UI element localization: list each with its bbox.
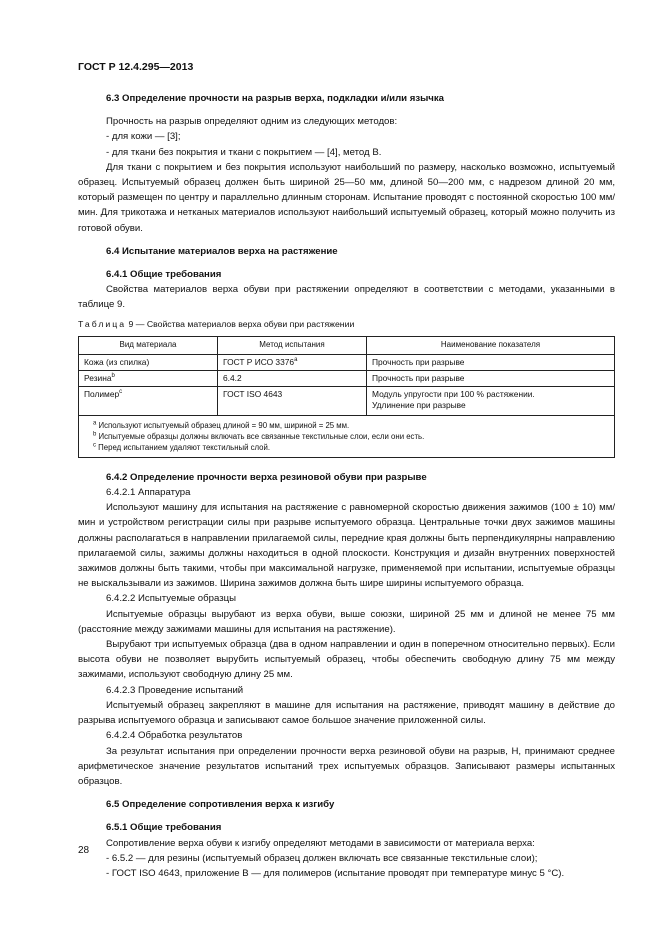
paragraph: Свойства материалов верха обуви при растяжении определяют в соответствии с методами, указанными в таблице 9. (78, 284, 615, 311)
clause-heading: 6.4.2.2 Испытуемые образцы (106, 593, 236, 605)
paragraph: Для ткани с покрытием и без покрытия используют наибольший по размеру, насколько возможно, испытуемый образец. Испытуемый образец должен быть шириной 25—50 мм, длиной 50—200 мм, с надрезом длиной 20 мм, который размещен по центру и параллельно длинным сторонам. Испытание проводят с постоянной скоростью 100 мм/мин. Для трикотажа и нетканых материалов используют наибольший испытуемый образец, который можно получить из готовой обуви. (78, 161, 615, 234)
subsection-heading-6-5-1: 6.5.1 Общие требования (106, 822, 222, 834)
list-item: - для ткани без покрытия и ткани с покрытием — [4], метод В. (106, 146, 382, 158)
table-cell: Модуль упругости при 100 % растяжении. Удлинение при разрыве (367, 386, 615, 415)
clause-heading: 6.4.2.3 Проведение испытаний (106, 684, 244, 696)
document-header: ГОСТ Р 12.4.295—2013 (78, 61, 194, 73)
table-cell: Полимер$^c$ (79, 386, 218, 415)
paragraph: Вырубают три испытуемых образца (два в одном направлении и один в поперечном относительно первых). Если высота обуви не позволяет вырубить испытуемый образец, чтобы обеспечить свободную длину 75 мм между зажимами, используют свободную длину 25 мм. (78, 639, 615, 681)
paragraph: Испытуемые образцы вырубают из верха обуви, выше союзки, шириной 25 мм и длиной не менее 75 мм (расстояние между зажимами машины для испытания на растяжение). (78, 608, 615, 635)
table-cell: ГОСТ Р ИСО 3376$^a$ (218, 354, 367, 370)
table-row (79, 354, 615, 370)
table-caption: Таблица 9 — Свойства материалов верха обуви при растяжении (78, 318, 355, 329)
table-cell: 6.4.2 (218, 370, 367, 386)
table-header-row (79, 336, 615, 354)
clause-heading: 6.4.2.4 Обработка результатов (106, 730, 243, 742)
subsection-heading-6-4-1: 6.4.1 Общие требования (106, 269, 222, 281)
table-cell: Кожа (из спилка) (79, 354, 218, 370)
paragraph: Используют машину для испытания на растяжение с равномерной скоростью движения зажимов (100 ± 10) мм/мин и устройством регистрации силы при разрыве испытуемого образца. Центральные точки двух зажимов машины должны располагаться в направлении прилагаемой силы, передние края должны быть перпендикулярны направлению прилагаемой силы, зажимы должны находиться в одной плоскости. Конструкция и дизайн внутренних поверхностей зажимов должны быть такими, чтобы при максимальной нагрузке, применяемой при испытании, испытуемые образцы не выскальзывали из зажимов. Ширина зажимов должна быть шире ширины испытуемого образца. (78, 502, 615, 590)
paragraph: Сопротивление верха обуви к изгибу определяют методами в зависимости от материала верха: (106, 837, 535, 849)
page-number: 28 (78, 845, 90, 856)
document-body (78, 91, 615, 881)
table-row (79, 370, 615, 386)
footnote: $^b$ Испытуемые образцы должны включать все связанные текстильные слои, если они есть. (93, 431, 425, 441)
table-cell: Резина$^b$ (79, 370, 218, 386)
column-header: Наименование показателя (367, 336, 615, 354)
table-footnotes (79, 415, 615, 457)
footnote: $^a$ Используют испытуемый образец длиной = 90 мм, шириной = 25 мм. (93, 420, 350, 430)
column-header: Вид материала (79, 336, 218, 354)
paragraph: За результат испытания при определении прочности верха резиновой обуви на разрыв, Н, принимают среднее арифметическое значение результатов испытаний трех испытуемых образцов. Записывают размеры испытанных образцов. (78, 745, 615, 787)
paragraph: Прочность на разрыв определяют одним из следующих методов: (106, 116, 398, 128)
table-9 (78, 336, 615, 458)
section-heading-6-3: 6.3 Определение прочности на разрыв верха, подкладки и/или язычка (106, 93, 444, 104)
list-item: - 6.5.2 — для резины (испытуемый образец должен включать все связанные текстильные слои); (106, 852, 538, 864)
list-item: - ГОСТ ISO 4643, приложение В — для полимеров (испытание проводят при температуре минус 5 °С). (106, 867, 565, 879)
table-row (79, 386, 615, 415)
column-header: Метод испытания (218, 336, 367, 354)
section-heading-6-5: 6.5 Определение сопротивления верха к изгибу (106, 799, 335, 811)
table-cell: Прочность при разрыве (367, 370, 615, 386)
table-cell: ГОСТ ISO 4643 (218, 386, 367, 415)
list-item: - для кожи — [3]; (106, 131, 181, 143)
paragraph: Испытуемый образец закрепляют в машине для испытания на растяжение, приводят машину в действие до разрыва испытуемого образца и записывают самое большое значение приложенной силы. (78, 699, 615, 727)
table-cell: Прочность при разрыве (367, 354, 615, 370)
subsection-heading-6-4-2: 6.4.2 Определение прочности верха резиновой обуви при разрыве (106, 471, 427, 483)
footnote: $^c$ Перед испытанием удаляют текстильный слой. (93, 442, 271, 452)
footnotes-cell (79, 415, 615, 457)
section-heading-6-4: 6.4 Испытание материалов верха на растяжение (106, 245, 338, 257)
clause-heading: 6.4.2.1 Аппаратура (106, 487, 191, 499)
